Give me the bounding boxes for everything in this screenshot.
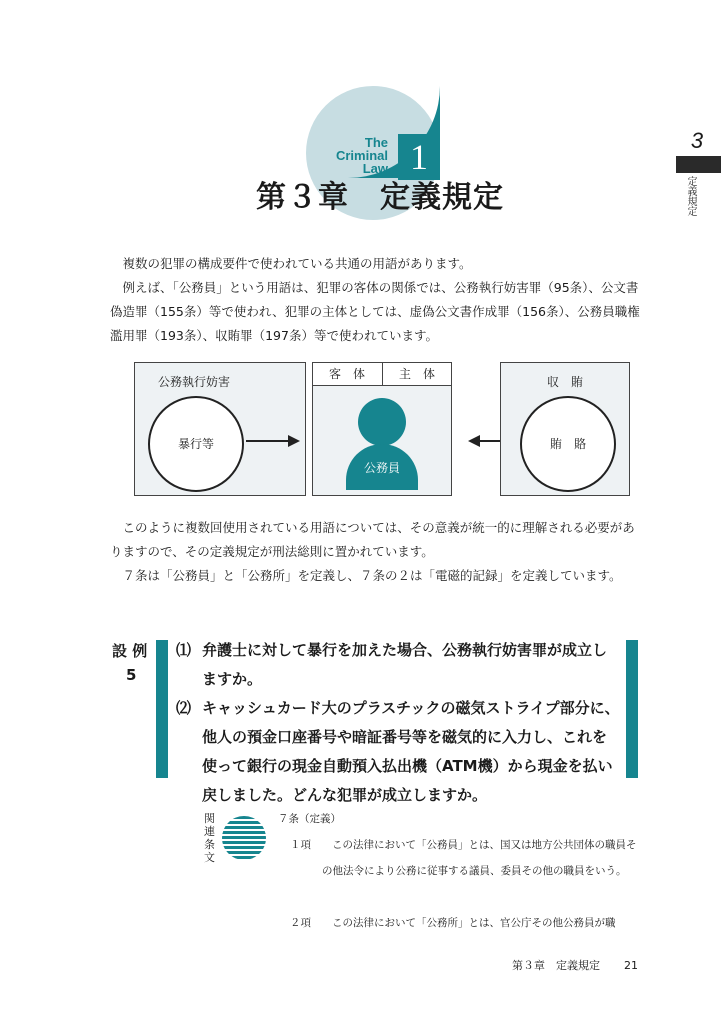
body2-paragraph-2: ７条は「公務員」と「公務所」を定義し、７条の２は「電磁的記録」を定義しています。	[110, 568, 622, 583]
footer-chapter: 第３章 定義規定	[512, 959, 600, 972]
diagram-right-title: 収 賄	[546, 375, 583, 389]
diagram-right-circle-label: 賄 賂	[549, 437, 586, 451]
diagram-left-circle-label: 暴行等	[177, 437, 214, 451]
example-label: 設 例	[112, 642, 148, 660]
intro-paragraph-1: 複数の犯罪の構成要件で使われている共通の用語があります。	[110, 256, 472, 271]
related-clause-1-text: この法律において「公務員」とは、国又は地方公共団体の職員その他法令により公務に従事する議員、委員その他の職員をいう。	[322, 839, 637, 877]
body2-paragraph-1: このように複数回使用されている用語については、その意義が統一的に理解される必要がありますので、その定義規定が刑法総則に置かれています。	[110, 520, 635, 559]
chapter-title: 第３章 定義規定	[256, 180, 504, 215]
diagram-person-label: 公務員	[363, 461, 400, 475]
body-text-2	[110, 516, 640, 588]
example-item-1: ⑴ 弁護士に対して暴行を加えた場合、公務執行妨害罪が成立しますか。	[176, 641, 608, 688]
emblem-text: The Criminal Law	[335, 135, 388, 176]
example-right-bar	[626, 640, 638, 778]
example-number: 5	[126, 666, 137, 684]
arrow-right-line	[246, 440, 290, 442]
related-clause-1-num: １項	[290, 839, 311, 851]
diagram-left-title: 公務執行妨害	[158, 375, 231, 389]
related-clause-2-text: この法律において「公務所」とは、官公庁その他公務員が職	[332, 917, 616, 929]
intro-text	[110, 252, 640, 348]
example-left-bar	[156, 640, 168, 778]
person-head-icon	[358, 398, 406, 446]
example-text	[176, 636, 620, 810]
related-article-title: ７条（定義）	[278, 813, 341, 825]
intro-paragraph-2: 例えば、「公務員」という用語は、犯罪の客体の関係では、公務執行妨害罪（95条）、公文書偽造罪（155条）等で使われ、犯罪の主体としては、虚偽公文書作成罪（156条）、公務員職権濫用罪（193条）、収賄罪（197条）等で使われています。	[110, 280, 640, 343]
diagram-object-label: 客 体	[328, 367, 365, 381]
part-number-box: 1	[398, 134, 440, 180]
page-number: 21	[624, 959, 638, 972]
side-tab-label: 定義規定	[685, 176, 696, 216]
arrow-right-head	[288, 435, 300, 447]
diagram-subject-label: 主 体	[398, 367, 435, 381]
related-globe-icon	[222, 816, 266, 860]
side-chapter-number: 3	[690, 128, 704, 153]
related-articles-label: 関連条文	[204, 812, 215, 864]
related-clause-2-num: ２項	[290, 917, 311, 929]
example-item-2: ⑵ キャッシュカード大のプラスチックの磁気ストライプ部分に、他人の預金口座番号や暗証番号等を磁気的に入力し、これを使って銀行の現金自動預入払出機（ATM機）から現金を払い戻しました。どんな犯罪が成立しますか。	[176, 699, 620, 804]
side-tab-bar	[676, 156, 721, 173]
